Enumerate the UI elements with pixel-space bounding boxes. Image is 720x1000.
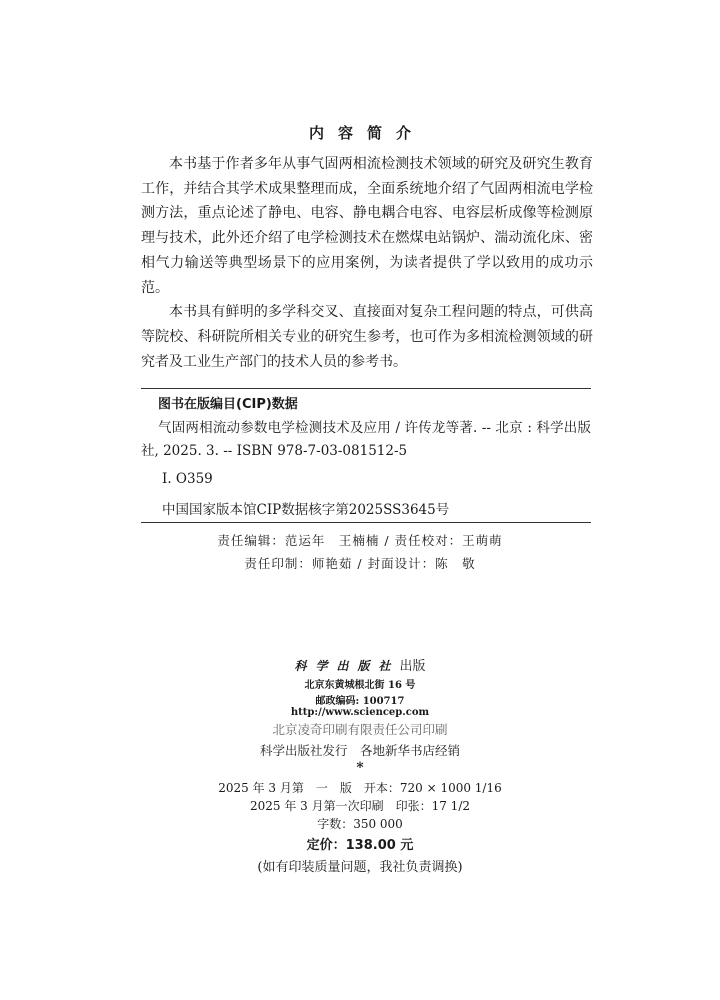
publisher-suffix: 出版 (399, 659, 426, 674)
publisher-name: 科学出版社 (294, 659, 400, 673)
publisher-website: http://www.sciencep.com (290, 707, 430, 718)
cip-bottom-rule (141, 522, 591, 523)
price: 定价：138.00 元 (306, 838, 414, 853)
distribution: 科学出版社发行 各地新华书店经销 (259, 743, 460, 758)
quality-note: (如有印装质量问题，我社负责调换) (257, 860, 463, 875)
cip-verification-number: 中国国家版本馆CIP数据核字第2025SS3645号 (162, 502, 450, 518)
printer: 北京凌奇印刷有限责任公司印刷 (272, 722, 448, 737)
cip-classification: Ⅰ. O359 (162, 471, 213, 487)
summary-title: 内容简介 (308, 124, 425, 142)
cip-heading: 图书在版编目(CIP)数据 (158, 397, 298, 412)
edition-line: 2025 年 3 月第 一 版 开本：720 × 1000 1/16 (218, 781, 502, 795)
summary-body (141, 152, 593, 374)
summary-paragraph-2: 本书具有鲜明的多学科交叉、直接面对复杂工程问题的特点，可供高等院校、科研院所相关专业的研究生参考，也可作为多相流检测领域的研究者及工业生产部门的技术人员的参考书。 (141, 304, 593, 370)
staff-editors: 责任编辑：范运年 王楠楠 / 责任校对：王萌萌 (217, 533, 503, 548)
publisher-line (0, 655, 720, 674)
summary-paragraph-1: 本书基于作者多年从事气固两相流检测技术领域的研究及研究生教育工作，并结合其学术成果整理而成，全面系统地介绍了气固两相流电学检测方法，重点论述了静电、电容、静电耦合电容、电容层析成像等检测原理与技术，此外还介绍了电学检测技术在燃煤电站锅炉、湍动流化床、密相气力输送等典型场景下的应用案例，为读者提供了学以致用的成功示范。 (141, 156, 593, 296)
publisher-address: 北京东黄城根北街 16 号 (304, 680, 416, 691)
publisher-postcode: 邮政编码: 100717 (315, 696, 405, 707)
word-count: 字数：350 000 (317, 817, 403, 831)
separator-star: * (356, 760, 364, 776)
staff-production: 责任印制：师艳茹 / 封面设计：陈 敬 (244, 556, 476, 571)
cip-top-rule (141, 388, 591, 389)
print-line: 2025 年 3 月第一次印刷 印张：17 1/2 (249, 799, 470, 813)
cip-record: 气固两相流动参数电学检测技术及应用 / 许传龙等著. -- 北京 : 科学出版社, 2025. 3. -- ISBN 978-7-03-081512-5 (141, 420, 591, 459)
